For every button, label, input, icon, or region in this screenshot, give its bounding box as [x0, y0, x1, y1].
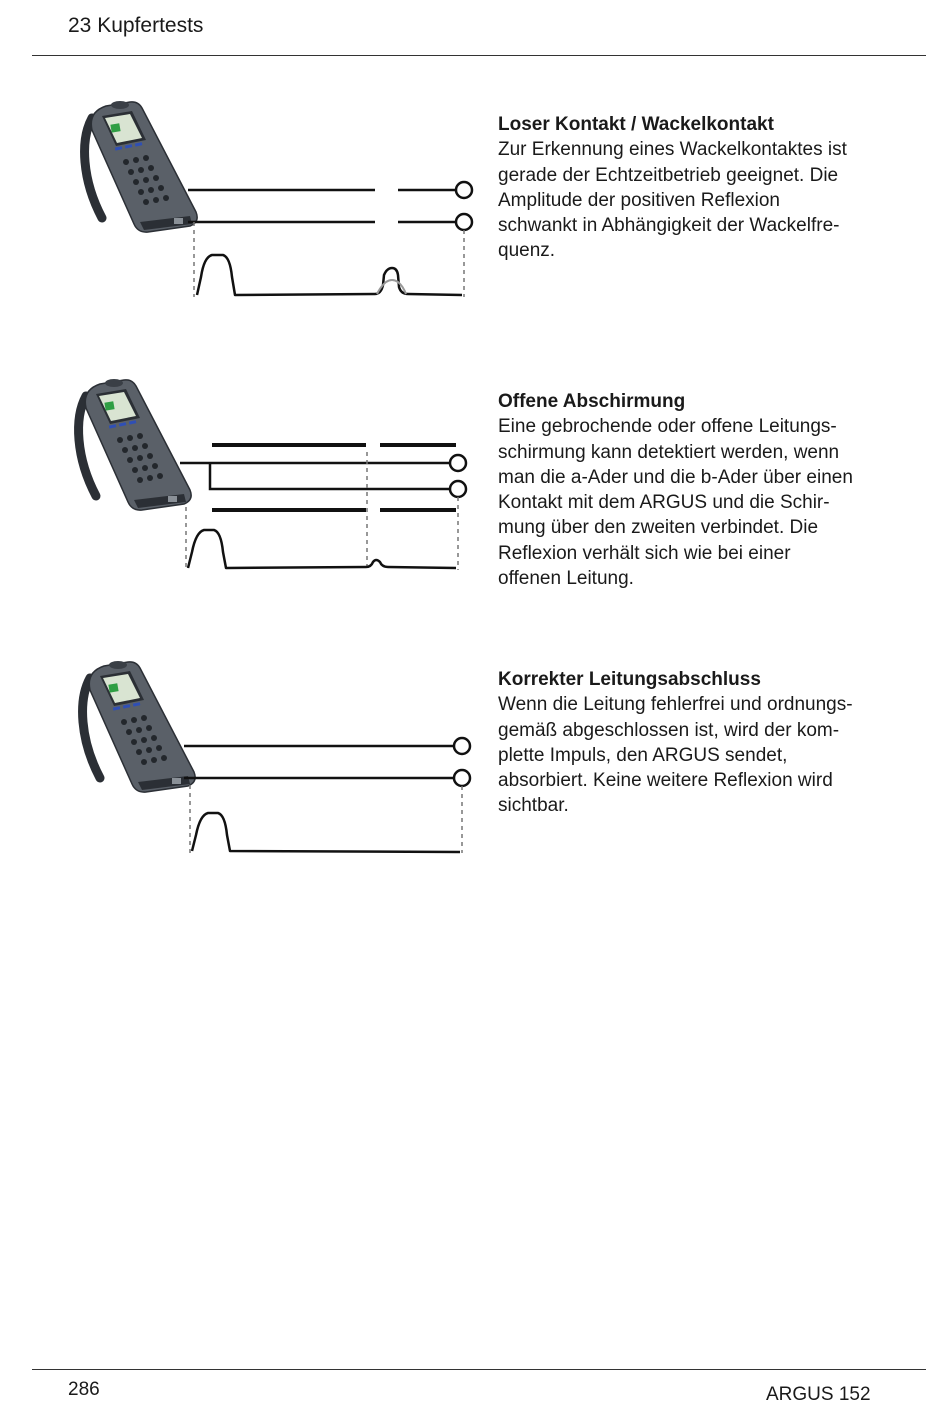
section-open-shield	[498, 389, 893, 591]
argus-tester-device-icon	[83, 661, 196, 792]
argus-tester-device-icon	[79, 379, 192, 510]
page-header-title: 23 Kupfertests	[68, 14, 204, 37]
argus-tester-device-icon	[85, 101, 198, 232]
section-heading: Korrekter Leitungsabschluss	[498, 669, 761, 690]
section-heading: Loser Kontakt / Wackelkontakt	[498, 114, 774, 135]
page-number: 286	[68, 1379, 100, 1400]
header-divider	[32, 55, 926, 56]
product-name: ARGUS 152	[766, 1384, 871, 1405]
correct-termination-diagram	[70, 655, 480, 865]
section-body: Zur Erkennung eines Wackelkontaktes ist gerade der Echtzeitbetrieb geeignet. Die Amplitude der positiven Reflexion schwankt in Abhängigkeit der Wackelfre- quenz.	[498, 139, 847, 262]
open-shield-diagram	[66, 372, 476, 582]
footer-divider	[32, 1369, 926, 1370]
section-body: Wenn die Leitung fehlerfrei und ordnungs- gemäß abgeschlossen ist, wird der kom- plette Impuls, den ARGUS sendet, absorbiert. Keine weitere Reflexion wird sichtbar.	[498, 694, 853, 817]
section-heading: Offene Abschirmung	[498, 391, 686, 412]
loose-contact-diagram	[70, 95, 480, 305]
section-correct-termination	[498, 667, 893, 819]
section-loose-contact	[498, 112, 893, 264]
section-body: Eine gebrochende oder offene Leitungs- schirmung kann detektiert werden, wenn man die a-Ader und die b-Ader über einen Kontakt mit dem ARGUS und die Schir- mung über den zweiten verbindet. Die Reflexion verhält sich wie bei einer offenen Leitung.	[498, 416, 853, 590]
